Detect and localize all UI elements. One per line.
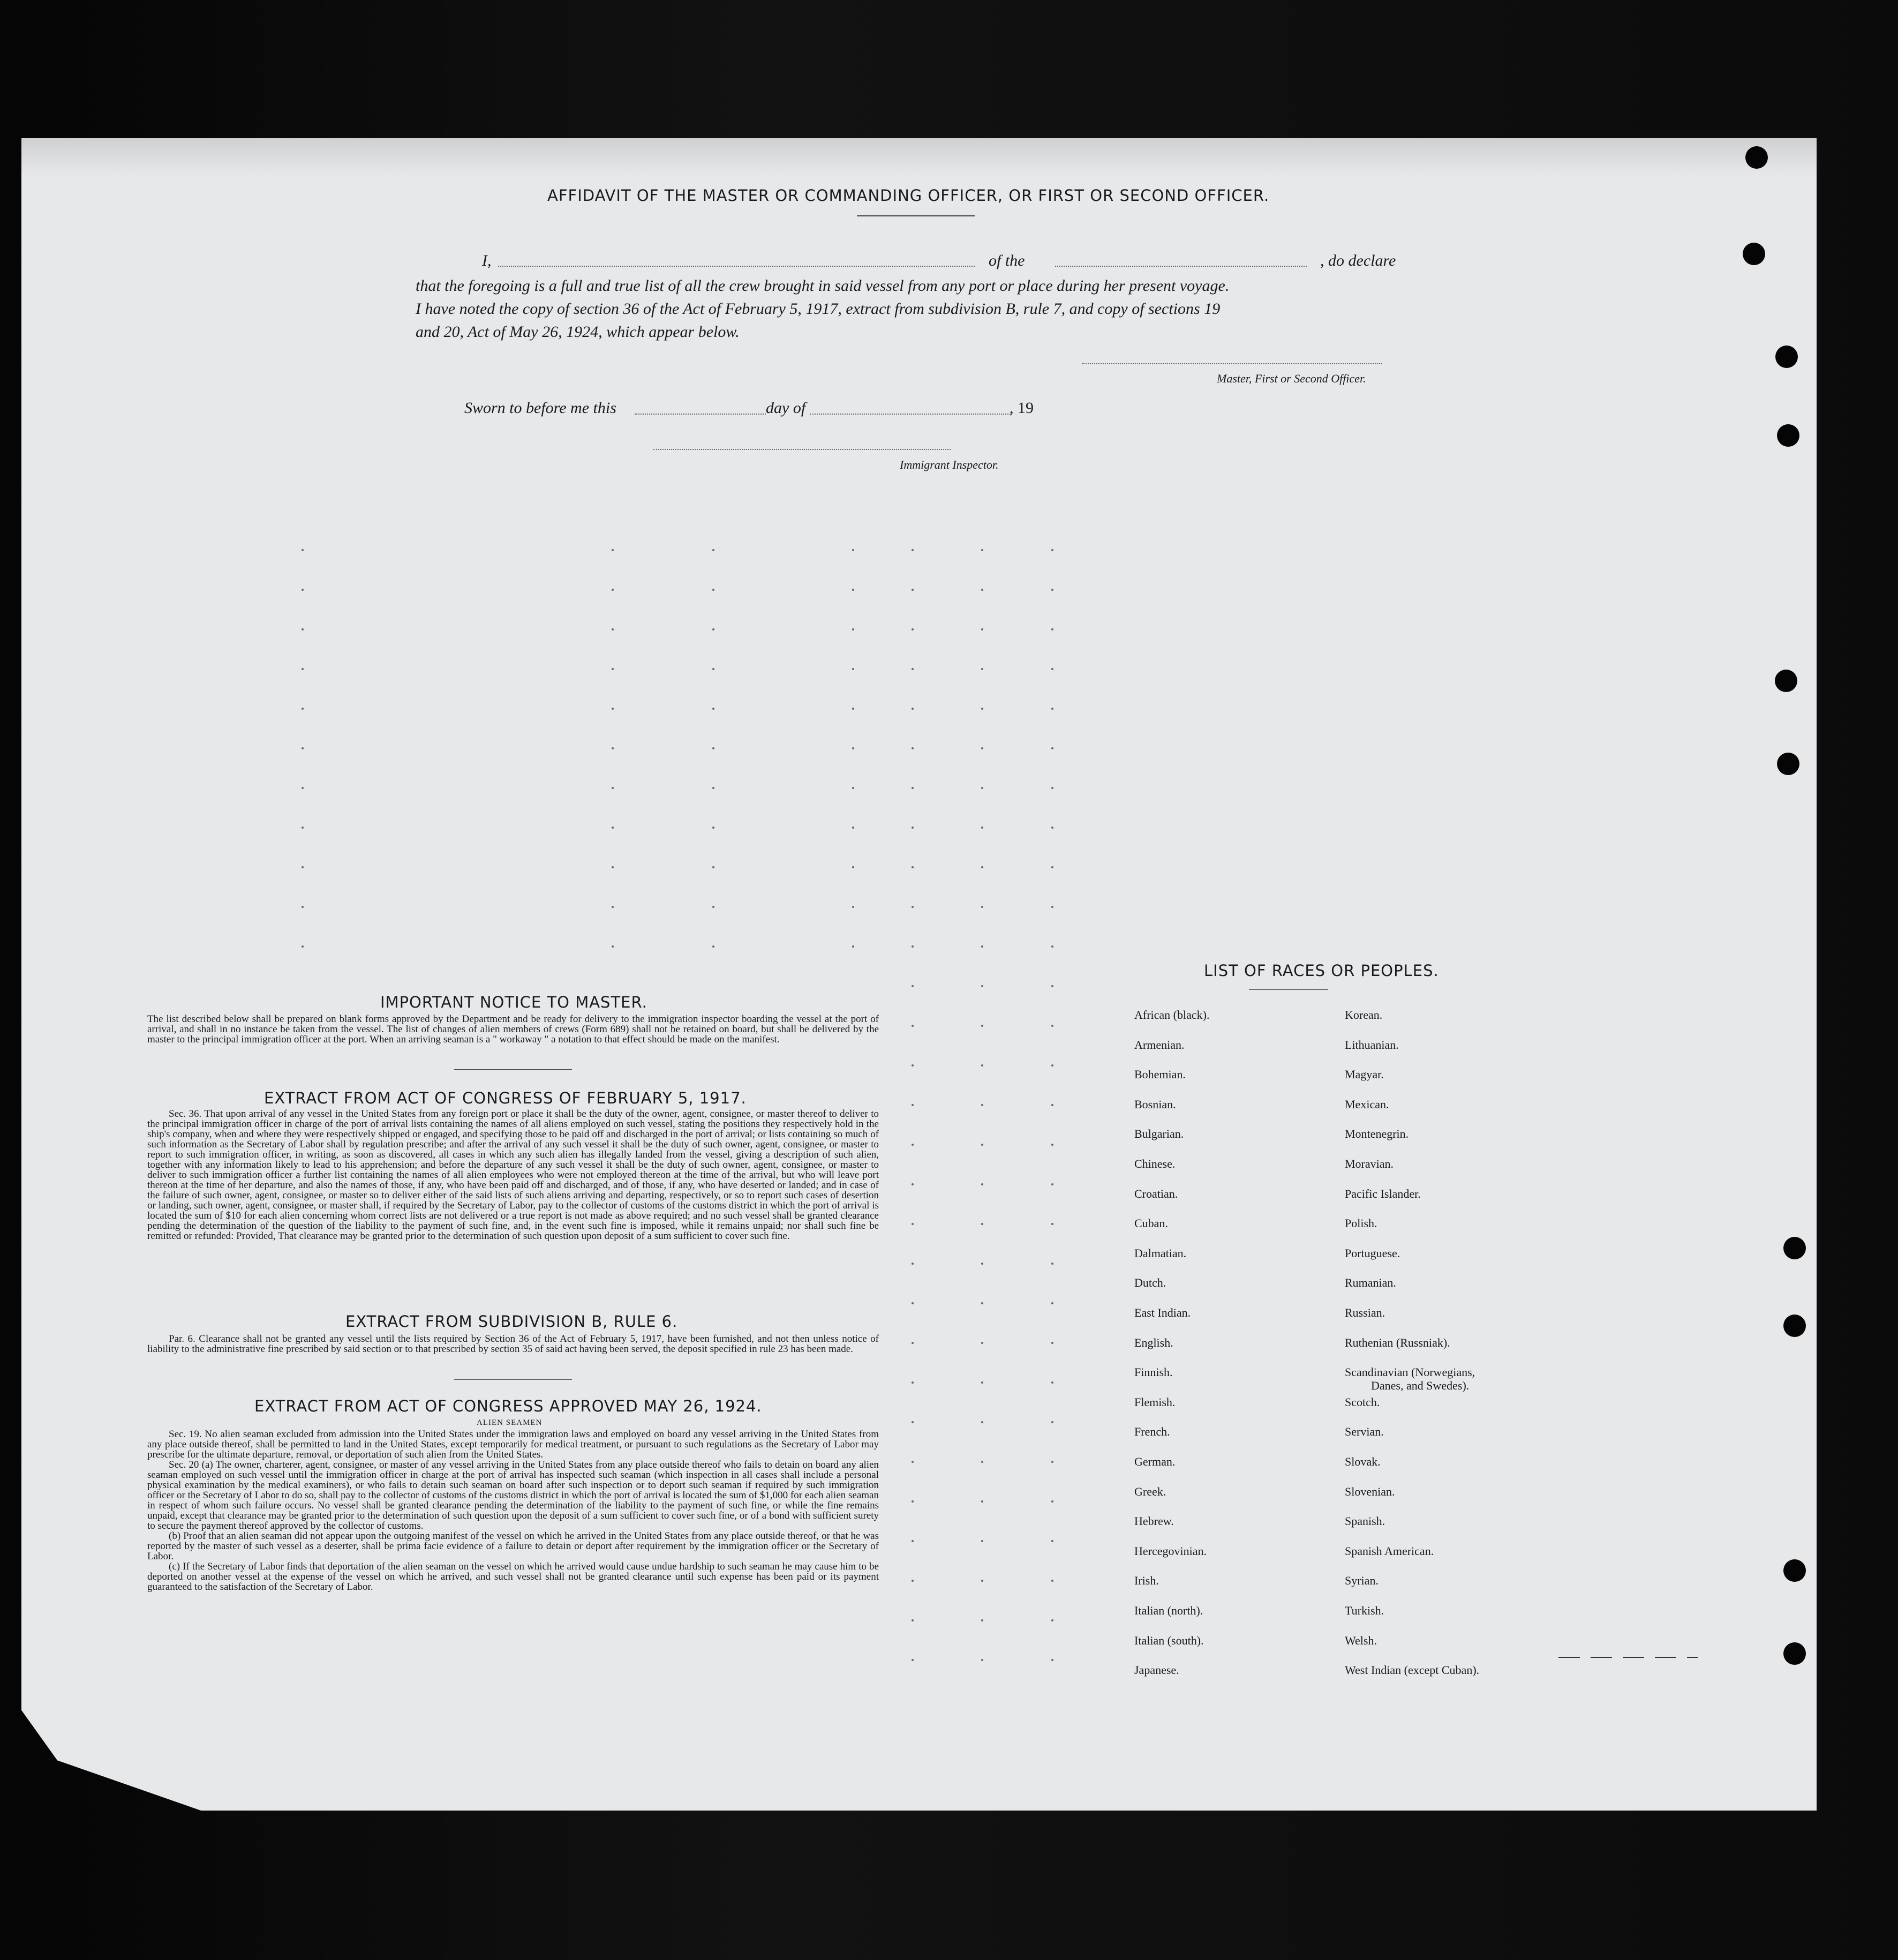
leader-dot xyxy=(1051,1659,1053,1661)
sworn-label: Sworn to before me this xyxy=(464,399,616,417)
race-item: Syrian. xyxy=(1345,1574,1379,1587)
races-divider xyxy=(1249,989,1328,990)
leader-dot xyxy=(981,1263,983,1265)
race-item: East Indian. xyxy=(1134,1306,1191,1319)
leader-dot xyxy=(1051,1461,1053,1463)
leader-dot xyxy=(912,1619,914,1621)
leader-dot xyxy=(912,1223,914,1225)
day-of-label: day of xyxy=(766,399,806,417)
leader-dot xyxy=(981,1183,983,1185)
binder-hole-icon xyxy=(1783,1559,1806,1582)
leader-dot xyxy=(912,1461,914,1463)
leader-dot xyxy=(912,708,914,710)
leader-dot xyxy=(612,827,614,829)
binder-hole-icon xyxy=(1783,1642,1806,1665)
leader-dot xyxy=(981,1223,983,1225)
leader-dot xyxy=(981,1342,983,1344)
of-the-label: of the xyxy=(989,252,1025,269)
binder-hole-icon xyxy=(1783,1315,1806,1337)
leader-dot xyxy=(712,827,714,829)
leader-dot xyxy=(852,787,854,789)
leader-dot xyxy=(912,1540,914,1542)
binder-hole-icon xyxy=(1777,424,1799,447)
declaration-line-4: and 20, Act of May 26, 1924, which appear below. xyxy=(416,323,740,341)
race-item: Moravian. xyxy=(1345,1157,1394,1170)
leader-dot xyxy=(302,906,304,908)
leader-dot xyxy=(912,668,914,670)
leader-dot xyxy=(1051,945,1053,948)
declaration-line-1 xyxy=(482,252,492,270)
master-signature-label: Master, First or Second Officer. xyxy=(1217,372,1366,385)
leader-dot xyxy=(912,589,914,591)
leader-dot xyxy=(912,1064,914,1067)
declaration-text xyxy=(416,274,1414,343)
leader-dot xyxy=(612,549,614,551)
race-item: Bulgarian. xyxy=(1134,1127,1184,1140)
race-item: Magyar. xyxy=(1345,1068,1384,1081)
leader-dot xyxy=(852,906,854,908)
race-item: Portuguese. xyxy=(1345,1246,1400,1260)
leader-dot xyxy=(981,1025,983,1027)
race-item: Spanish. xyxy=(1345,1514,1385,1528)
master-signature-field[interactable] xyxy=(1082,363,1382,364)
leader-dot xyxy=(1051,787,1053,789)
race-item: Russian. xyxy=(1345,1306,1385,1319)
races-title: LIST OF RACES OR PEOPLES. xyxy=(1204,962,1439,980)
declarant-label: I, xyxy=(482,252,492,269)
race-item: Rumanian. xyxy=(1345,1276,1396,1289)
leader-dot xyxy=(302,945,304,948)
leader-dot xyxy=(981,945,983,948)
declaration-line-2: that the foregoing is a full and true list of all the crew brought in said vessel from any port or place during her present voyage. xyxy=(416,277,1230,295)
leader-dot xyxy=(712,708,714,710)
leader-dot xyxy=(981,589,983,591)
sec-19-paragraph: Sec. 19. No alien seaman excluded from admission into the United States under the immigration laws and employed on board any vessel arriving in the United States from any place outside thereof, shall be permitted to land in the United States, except temporarily for medical treatment, or pursuant to such regulations as the Secretary of Labor may prescribe for the ultimate departure, removal, or deportation of such alien from the United States. xyxy=(147,1429,879,1460)
leader-dot xyxy=(612,628,614,630)
race-item: Italian (south). xyxy=(1134,1634,1204,1647)
race-item: English. xyxy=(1134,1336,1173,1349)
leader-dot xyxy=(912,1144,914,1146)
sworn-day-field[interactable] xyxy=(635,414,766,415)
race-item: Korean. xyxy=(1345,1008,1383,1022)
leader-dot xyxy=(1051,1104,1053,1106)
leader-dot xyxy=(852,668,854,670)
leader-dot xyxy=(1051,668,1053,670)
leader-dot xyxy=(852,708,854,710)
race-item: Cuban. xyxy=(1134,1216,1168,1230)
race-item: Slovak. xyxy=(1345,1455,1381,1468)
leader-dot xyxy=(712,866,714,868)
leader-dot xyxy=(981,866,983,868)
race-item: Welsh. xyxy=(1345,1634,1377,1647)
leader-dot xyxy=(712,668,714,670)
declaration-line-3: I have noted the copy of section 36 of the Act of February 5, 1917, extract from subdivision B, rule 7, and copy of sections 19 xyxy=(416,300,1221,318)
race-item: Hebrew. xyxy=(1134,1514,1174,1528)
leader-dot xyxy=(1051,1183,1053,1185)
leader-dot xyxy=(1051,906,1053,908)
race-item: Polish. xyxy=(1345,1216,1377,1230)
race-item: Scandinavian (Norwegians, xyxy=(1345,1365,1475,1379)
leader-dot xyxy=(1051,1500,1053,1503)
leader-dot xyxy=(1051,1223,1053,1225)
race-item: Flemish. xyxy=(1134,1395,1176,1409)
margin-mark xyxy=(1558,1657,1698,1658)
subdivision-title: EXTRACT FROM SUBDIVISION B, RULE 6. xyxy=(345,1312,678,1331)
leader-dot xyxy=(712,945,714,948)
leader-dot xyxy=(981,1381,983,1384)
leader-dot xyxy=(712,549,714,551)
leader-dot xyxy=(981,787,983,789)
vessel-name-field[interactable] xyxy=(1055,266,1307,267)
leader-dot xyxy=(981,1500,983,1503)
leader-dot xyxy=(912,906,914,908)
binder-hole-icon xyxy=(1777,753,1799,775)
sec-20b-paragraph: (b) Proof that an alien seaman did not appear upon the outgoing manifest of the vessel on which he arrived in the United States from any place outside thereof, or that he was reported by the master of such vessel as a deserter, shall be prima facie evidence of a failure to detain or deport after requirement by the immigration officer or the Secretary of Labor. xyxy=(147,1530,879,1562)
leader-dot xyxy=(912,1183,914,1185)
extract-1917-title: EXTRACT FROM ACT OF CONGRESS OF FEBRUARY 5, 1917. xyxy=(264,1089,747,1107)
extract-1924-title: EXTRACT FROM ACT OF CONGRESS APPROVED MAY 26, 1924. xyxy=(254,1397,762,1415)
race-item: Armenian. xyxy=(1134,1038,1185,1052)
leader-dot xyxy=(1051,985,1053,987)
leader-dot xyxy=(981,1421,983,1423)
leader-dot xyxy=(712,747,714,749)
leader-dot xyxy=(981,1461,983,1463)
alien-seamen-subtitle: ALIEN SEAMEN xyxy=(477,1418,543,1427)
race-item: Slovenian. xyxy=(1345,1485,1395,1498)
leader-dot xyxy=(981,1659,983,1661)
leader-dot xyxy=(981,747,983,749)
race-item: Japanese. xyxy=(1134,1663,1179,1677)
leader-dot xyxy=(1051,1025,1053,1027)
leader-dot xyxy=(852,549,854,551)
leader-dot xyxy=(912,628,914,630)
race-item: Italian (north). xyxy=(1134,1604,1203,1617)
race-item: French. xyxy=(1134,1425,1170,1438)
leader-dot xyxy=(912,1381,914,1384)
leader-dot xyxy=(1051,747,1053,749)
leader-dot xyxy=(912,1342,914,1344)
leader-dot xyxy=(1051,1342,1053,1344)
race-item: Finnish. xyxy=(1134,1365,1173,1379)
binder-hole-icon xyxy=(1743,243,1765,265)
race-item: African (black). xyxy=(1134,1008,1210,1022)
notice-title: IMPORTANT NOTICE TO MASTER. xyxy=(380,993,647,1011)
leader-dot xyxy=(1051,866,1053,868)
race-item: Hercegovinian. xyxy=(1134,1544,1207,1558)
leader-dot xyxy=(612,945,614,948)
race-scandinavian-continued: Danes, and Swedes). xyxy=(1371,1379,1470,1392)
declare-label: , do declare xyxy=(1320,252,1396,269)
leader-dot xyxy=(612,906,614,908)
leader-dot xyxy=(981,1064,983,1067)
leader-dot xyxy=(912,1302,914,1304)
leader-dot xyxy=(981,1540,983,1542)
leader-dot xyxy=(981,985,983,987)
binder-hole-icon xyxy=(1783,1237,1806,1259)
race-item: Turkish. xyxy=(1345,1604,1384,1617)
binder-hole-icon xyxy=(1775,670,1797,692)
leader-dot xyxy=(612,708,614,710)
race-item: Ruthenian (Russniak). xyxy=(1345,1336,1450,1349)
leader-dot xyxy=(1051,708,1053,710)
leader-dot xyxy=(912,1025,914,1027)
leader-dot xyxy=(981,827,983,829)
race-item: Mexican. xyxy=(1345,1098,1389,1111)
race-item: Chinese. xyxy=(1134,1157,1176,1170)
race-item: Greek. xyxy=(1134,1485,1166,1498)
leader-dot xyxy=(1051,628,1053,630)
leader-dot xyxy=(852,945,854,948)
leader-dot xyxy=(912,1659,914,1661)
page-top-shadow xyxy=(21,138,1817,176)
race-item: German. xyxy=(1134,1455,1176,1468)
leader-dot xyxy=(1051,1580,1053,1582)
race-item: Pacific Islander. xyxy=(1345,1187,1421,1200)
leader-dot xyxy=(712,787,714,789)
leader-dot xyxy=(981,708,983,710)
leader-dot xyxy=(912,866,914,868)
race-item: Lithuanian. xyxy=(1345,1038,1399,1052)
leader-dot xyxy=(912,1500,914,1503)
leader-dot xyxy=(302,589,304,591)
leader-dot xyxy=(1051,1540,1053,1542)
extract-1924-body xyxy=(147,1429,879,1592)
leader-dot xyxy=(612,866,614,868)
leader-dot xyxy=(302,827,304,829)
leader-dot xyxy=(302,866,304,868)
leader-dot xyxy=(612,787,614,789)
race-item: Servian. xyxy=(1345,1425,1384,1438)
sec-20a-paragraph: Sec. 20 (a) The owner, charterer, agent, consignee, or master of any vessel arriving in the United States from any place outside thereof who fails to detain on board any alien seaman employed on such vessel until the immigration officer in charge at the port of arrival has inspected such seaman (which inspection in all cases shall include a personal physical examination by the medical examiners), or who fails to detain such seaman on board after such inspection or to deport such seaman if required by such immigration officer or the Secretary of Labor to do so, shall pay to the collector of customs of the customs district in which the port of arrival is located the sum of $1,000 for each alien seaman in respect of whom such failure occurs. No vessel shall be granted clearance pending the determination of the liability to the payment of such fine, or while the fine remains unpaid, except that clearance may be granted prior to the determination of such question upon the deposit of a sum sufficient to cover such fine, or of a bond with sufficient surety to secure the payment thereof approved by the collector of customs. xyxy=(147,1459,879,1531)
sec-20c-paragraph: (c) If the Secretary of Labor finds that deportation of the alien seaman on the vessel on which he arrived would cause undue hardship to such seaman he may cause him to be deported on another vessel at the expense of the vessel on which he arrived, and such vessel shall not be granted clearance until such expense has been paid or its payment guaranteed to the satisfaction of the Secretary of Labor. xyxy=(147,1561,879,1593)
extract-1917-body: Sec. 36. That upon arrival of any vessel in the United States from any foreign port or place it shall be the duty of the owner, agent, consignee, or master thereof to deliver to the principal immigration officer in charge of the port of arrival lists containing the names of all aliens employed on such vessel, stating the positions they respectively hold in the ship's company, when and where they were respectively shipped or engaged, and specifying those to be paid off and discharged in the port of arrival; or lists containing so much of such information as the Secretary of Labor shall by regulation prescribe; and after the arrival of any such vessel it shall be the duty of such owner, agent, consignee, or master to report to such immigration officer, in writing, as soon as discovered, all cases in which any such alien has illegally landed from the vessel, giving a description of such alien, together with any information likely to lead to his apprehension; and before the departure of any such vessel it shall be the duty of such owner, agent, consignee, or master to deliver to such immigration officer a further list containing the names of all alien employees who were not employed thereon at the time of the arrival, but who will leave port thereon at the time of her departure, and also the names of those, if any, who have been paid off and discharged, and of those, if any, who have deserted or landed; and in case of the failure of such owner, agent, consignee, or master so to deliver either of the said lists of such aliens arriving and departing, respectively, or so to report such cases of desertion or landing, such owner, agent, consignee, or master shall, if required by the Secretary of Labor, pay to the collector of customs of the customs district in which the port of arrival is located the sum of $10 for each alien concerning whom correct lists are not delivered or a true report is not made as above required; and no such vessel shall be granted clearance pending the determination of the question of the liability to the payment of such fine, and, in the event such fine is imposed, while it remains unpaid; nor shall such fine be remitted or refunded: Provided, That clearance may be granted prior to the determination of such question upon deposit of a sum sufficient to cover such fine. xyxy=(147,1108,879,1242)
leader-dot xyxy=(852,866,854,868)
leader-dot xyxy=(981,1580,983,1582)
race-item: Croatian. xyxy=(1134,1187,1178,1200)
leader-dot xyxy=(1051,1064,1053,1067)
leader-dot xyxy=(852,589,854,591)
leader-dot xyxy=(302,747,304,749)
leader-dot xyxy=(852,747,854,749)
race-item: Bohemian. xyxy=(1134,1068,1186,1081)
leader-dot xyxy=(612,589,614,591)
leader-dot xyxy=(712,628,714,630)
leader-dot xyxy=(981,1302,983,1304)
leader-dot xyxy=(612,747,614,749)
leader-dot xyxy=(302,708,304,710)
leader-dot xyxy=(302,668,304,670)
declarant-name-field[interactable] xyxy=(498,266,975,267)
leader-dot xyxy=(1051,1302,1053,1304)
leader-dot xyxy=(302,787,304,789)
race-item: Scotch. xyxy=(1345,1395,1380,1409)
leader-dot xyxy=(912,1580,914,1582)
leader-dot xyxy=(912,985,914,987)
leader-dot xyxy=(852,827,854,829)
leader-dot xyxy=(981,628,983,630)
sworn-month-field[interactable] xyxy=(810,414,1011,415)
leader-dot xyxy=(981,906,983,908)
subdivision-divider xyxy=(454,1379,572,1380)
leader-dot xyxy=(981,1619,983,1621)
notice-divider xyxy=(454,1069,572,1070)
race-item: Spanish American. xyxy=(1345,1544,1434,1558)
race-item: Irish. xyxy=(1134,1574,1159,1587)
year-label: , 19 xyxy=(1010,399,1034,417)
leader-dot xyxy=(912,787,914,789)
leader-dot xyxy=(1051,1144,1053,1146)
leader-dot xyxy=(1051,549,1053,551)
leader-dot xyxy=(981,668,983,670)
leader-dot xyxy=(1051,1381,1053,1384)
inspector-signature-field[interactable] xyxy=(653,449,951,450)
leader-dot xyxy=(712,589,714,591)
leader-dot xyxy=(912,549,914,551)
leader-dot xyxy=(912,945,914,948)
leader-dot xyxy=(912,1421,914,1423)
subdivision-body: Par. 6. Clearance shall not be granted any vessel until the lists required by Section 36 of the Act of February 5, 1917, have been furnished, and not then unless notice of liability to the administrative fine prescribed by said section or to that prescribed by section 35 of said act having been served, the deposit specified in rule 23 has been made. xyxy=(147,1333,879,1355)
leader-dot xyxy=(912,1263,914,1265)
leader-dot xyxy=(1051,589,1053,591)
notice-body: The list described below shall be prepared on blank forms approved by the Department and be ready for delivery to the immigration inspector boarding the vessel at the port of arrival, and shall in no instance be taken from the vessel. The list of changes of alien members of crews (Form 689) shall not be retained on board, but shall be delivered by the master to the principal immigration officer at the port. When an arriving seaman is a " workaway " a notation to that effect should be made on the manifest. xyxy=(147,1013,879,1045)
binder-hole-icon xyxy=(1775,346,1798,368)
leader-dot xyxy=(981,549,983,551)
leader-dot xyxy=(302,628,304,630)
leader-dot xyxy=(981,1144,983,1146)
race-item: Dalmatian. xyxy=(1134,1246,1187,1260)
race-item: Dutch. xyxy=(1134,1276,1166,1289)
title-divider xyxy=(857,215,975,216)
race-item: West Indian (except Cuban). xyxy=(1345,1663,1480,1677)
leader-dot xyxy=(912,827,914,829)
affidavit-title: AFFIDAVIT OF THE MASTER OR COMMANDING OFFICER, OR FIRST OR SECOND OFFICER. xyxy=(547,186,1270,205)
leader-dot xyxy=(912,747,914,749)
leader-dot xyxy=(912,1104,914,1106)
race-item: Bosnian. xyxy=(1134,1098,1176,1111)
leader-dot xyxy=(852,628,854,630)
leader-dot xyxy=(612,668,614,670)
race-item: Montenegrin. xyxy=(1345,1127,1409,1140)
leader-dot xyxy=(981,1104,983,1106)
leader-dot xyxy=(1051,1421,1053,1423)
inspector-signature-label: Immigrant Inspector. xyxy=(900,458,999,471)
leader-dot xyxy=(302,549,304,551)
leader-dot xyxy=(1051,827,1053,829)
binder-hole-icon xyxy=(1745,146,1768,169)
leader-dot xyxy=(1051,1263,1053,1265)
leader-dot xyxy=(712,906,714,908)
leader-dot xyxy=(1051,1619,1053,1621)
